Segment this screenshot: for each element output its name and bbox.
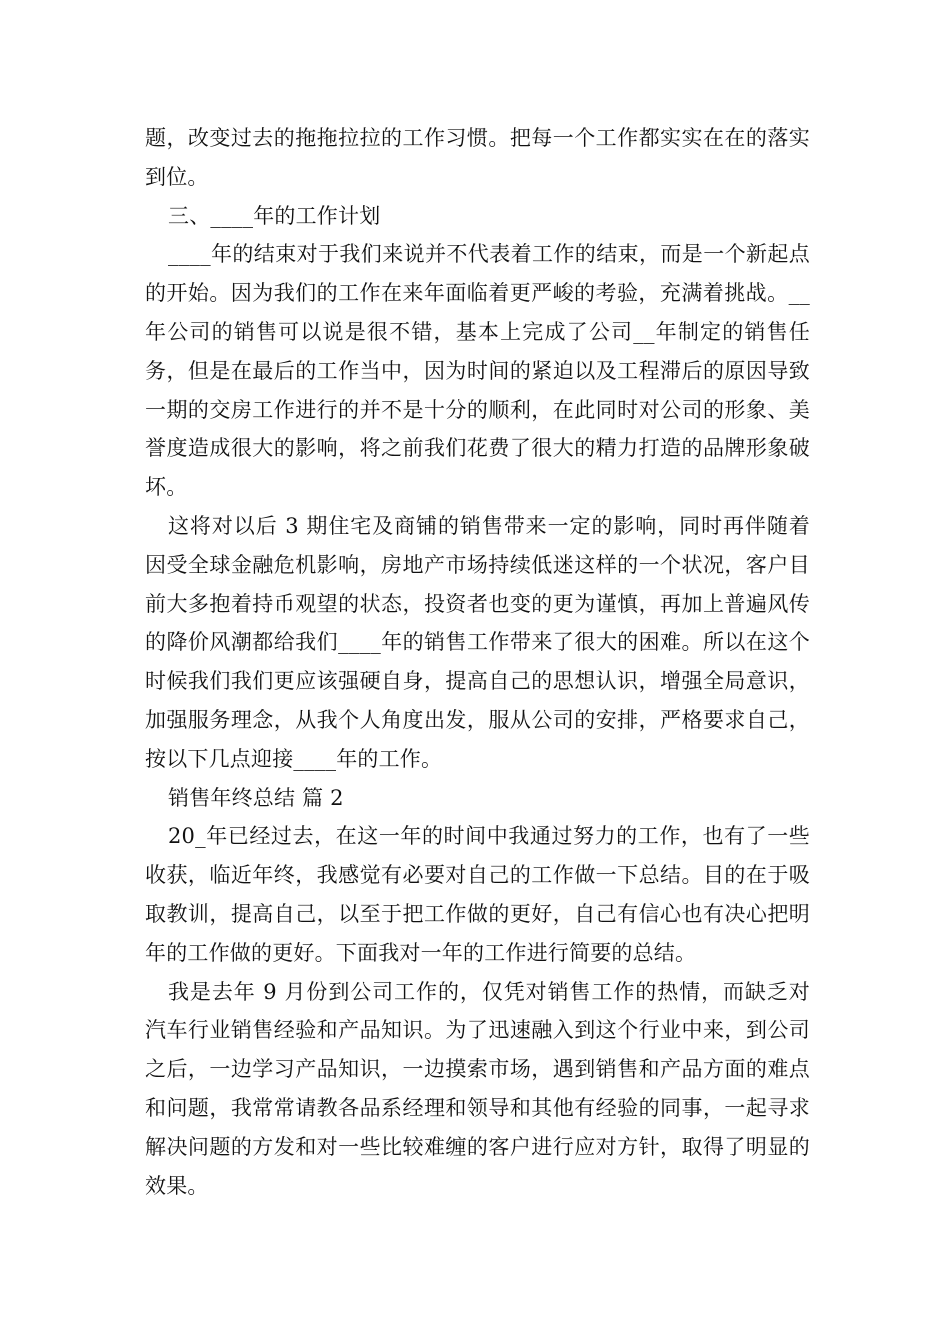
paragraph: 20_年已经过去，在这一年的时间中我通过努力的工作，也有了一些收获，临近年终，我感觉有必要对自己的工作做一下总结。目的在于吸取教训，提高自己，以至于把工作做的更好，自己有信心也有决心把明年的工作做的更好。下面我对一年的工作进行简要的总结。 bbox=[145, 824, 810, 965]
paragraph: 我是去年 9 月份到公司工作的，仅凭对销售工作的热情，而缺乏对汽车行业销售经验和产品知识。为了迅速融入到这个行业中来，到公司之后，一边学习产品知识，一边摸索市场，遇到销售和产品方面的难点和问题，我常常请教各品系经理和领导和其他有经验的同事，一起寻求解决问题的方发和对一些比较难缠的客户进行应对方针，取得了明显的效果。 bbox=[145, 979, 810, 1198]
paragraph: ____年的结束对于我们来说并不代表着工作的结束，而是一个新起点的开始。因为我们的工作在来年面临着更严峻的考验，充满着挑战。__年公司的销售可以说是很不错，基本上完成了公司__年制定的销售任务，但是在最后的工作当中，因为时间的紧迫以及工程滞后的原因导致一期的交房工作进行的并不是十分的顺利，在此同时对公司的形象、美誉度造成很大的影响，将之前我们花费了很大的精力打造的品牌形象破坏。 bbox=[145, 242, 810, 500]
article-title: 销售年终总结 篇 2 bbox=[168, 785, 344, 810]
paragraph-continuation: 题，改变过去的拖拖拉拉的工作习惯。把每一个工作都实实在在的落实到位。 bbox=[145, 126, 810, 189]
document-body bbox=[145, 119, 810, 1205]
paragraph: 这将对以后 3 期住宅及商铺的销售带来一定的影响，同时再伴随着因受全球金融危机影响，房地产市场持续低迷这样的一个状况，客户目前大多抱着持币观望的状态，投资者也变的更为谨慎，再加上普遍风传的降价风潮都给我们____年的销售工作带来了很大的困难。所以在这个时候我们我们更应该强硬自身，提高自己的思想认识，增强全局意识，加强服务理念，从我个人角度出发，服从公司的安排，严格要求自己，按以下几点迎接____年的工作。 bbox=[145, 513, 810, 771]
section-heading-work-plan: 三、____年的工作计划 bbox=[168, 203, 381, 228]
